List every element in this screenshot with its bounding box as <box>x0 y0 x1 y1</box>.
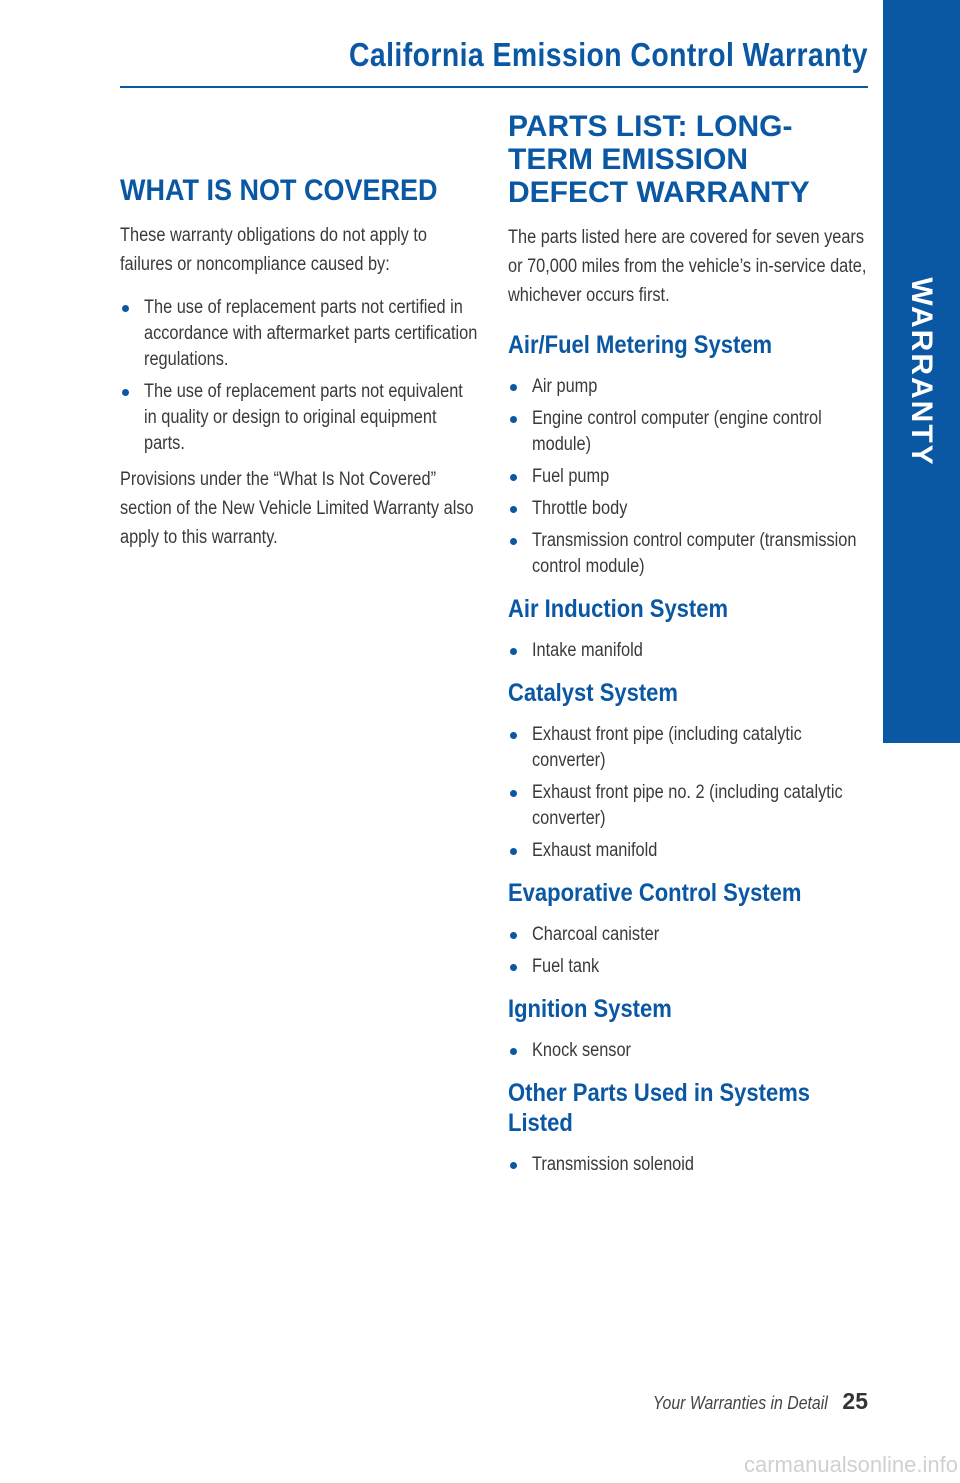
bullet-icon <box>510 416 517 423</box>
footer-label: Your Warranties in Detail <box>653 1393 828 1413</box>
bullet-icon <box>510 474 517 481</box>
list-item: Exhaust front pipe no. 2 (including catalytic converter) <box>508 780 870 832</box>
section-list <box>508 1152 870 1178</box>
page-title: California Emission Control Warranty <box>348 36 868 73</box>
section-list <box>508 922 870 980</box>
bullet-icon <box>510 384 517 391</box>
bullet-icon <box>510 964 517 971</box>
section-list <box>508 374 870 580</box>
list-item: Knock sensor <box>508 1038 870 1064</box>
section-ignition <box>508 994 870 1064</box>
section-list <box>508 638 870 664</box>
section-title: Air/Fuel Metering System <box>508 331 773 359</box>
bullet-icon <box>122 389 129 396</box>
bullet-icon <box>510 506 517 513</box>
list-item: Air pump <box>508 374 870 400</box>
title-divider <box>120 86 868 88</box>
provisions-text: Provisions under the “What Is Not Covered” section of the New Vehicle Limited Warranty also apply to this warranty. <box>120 469 474 548</box>
list-item: Fuel pump <box>508 464 870 490</box>
list-item: Exhaust front pipe (including catalytic converter) <box>508 722 870 774</box>
list-item: Transmission solenoid <box>508 1152 870 1178</box>
bullet-icon <box>510 1162 517 1169</box>
left-column <box>120 174 480 552</box>
section-list <box>508 1038 870 1064</box>
section-title: Catalyst System <box>508 679 678 707</box>
bullet-icon <box>122 305 129 312</box>
list-item: The use of replacement parts not certified in accordance with aftermarket parts certification regulations. <box>120 295 480 373</box>
page-footer <box>629 1388 868 1415</box>
right-column <box>508 110 870 1184</box>
list-item: Transmission control computer (transmission control module) <box>508 528 870 580</box>
bullet-icon <box>510 932 517 939</box>
bullet-icon <box>510 732 517 739</box>
list-item: Throttle body <box>508 496 870 522</box>
not-covered-intro: These warranty obligations do not apply to failures or noncompliance caused by: <box>120 225 428 275</box>
section-title: Ignition System <box>508 995 672 1023</box>
section-list <box>508 722 870 864</box>
section-evaporative <box>508 878 870 980</box>
not-covered-heading: WHAT IS NOT COVERED <box>120 174 438 207</box>
bullet-icon <box>510 848 517 855</box>
bullet-icon <box>510 648 517 655</box>
list-item: Charcoal canister <box>508 922 870 948</box>
watermark: carmanualsonline.info <box>743 1452 958 1477</box>
bullet-icon <box>510 538 517 545</box>
section-other-parts <box>508 1078 870 1178</box>
bullet-icon <box>510 790 517 797</box>
not-covered-list <box>120 295 480 457</box>
section-title: Air Induction System <box>508 595 729 623</box>
page-number: 25 <box>842 1388 868 1414</box>
section-air-induction <box>508 594 870 664</box>
section-title: Other Parts Used in Systems Listed <box>508 1079 811 1137</box>
bullet-icon <box>510 1048 517 1055</box>
section-title: Evaporative Control System <box>508 879 802 907</box>
section-catalyst <box>508 678 870 864</box>
side-tab <box>883 0 960 743</box>
list-item: The use of replacement parts not equivalent in quality or design to original equipment parts. <box>120 379 480 457</box>
list-item: Engine control computer (engine control module) <box>508 406 870 458</box>
section-air-fuel <box>508 330 870 580</box>
list-item: Exhaust manifold <box>508 838 870 864</box>
list-item: Fuel tank <box>508 954 870 980</box>
list-item: Intake manifold <box>508 638 870 664</box>
parts-list-heading: PARTS LIST: LONG-TERM EMISSION DEFECT WARRANTY <box>508 110 810 209</box>
parts-list-intro: The parts listed here are covered for seven years or 70,000 miles from the vehicle’s in-service date, whichever occurs first. <box>508 227 867 306</box>
side-tab-label: WARRANTY <box>905 277 938 467</box>
